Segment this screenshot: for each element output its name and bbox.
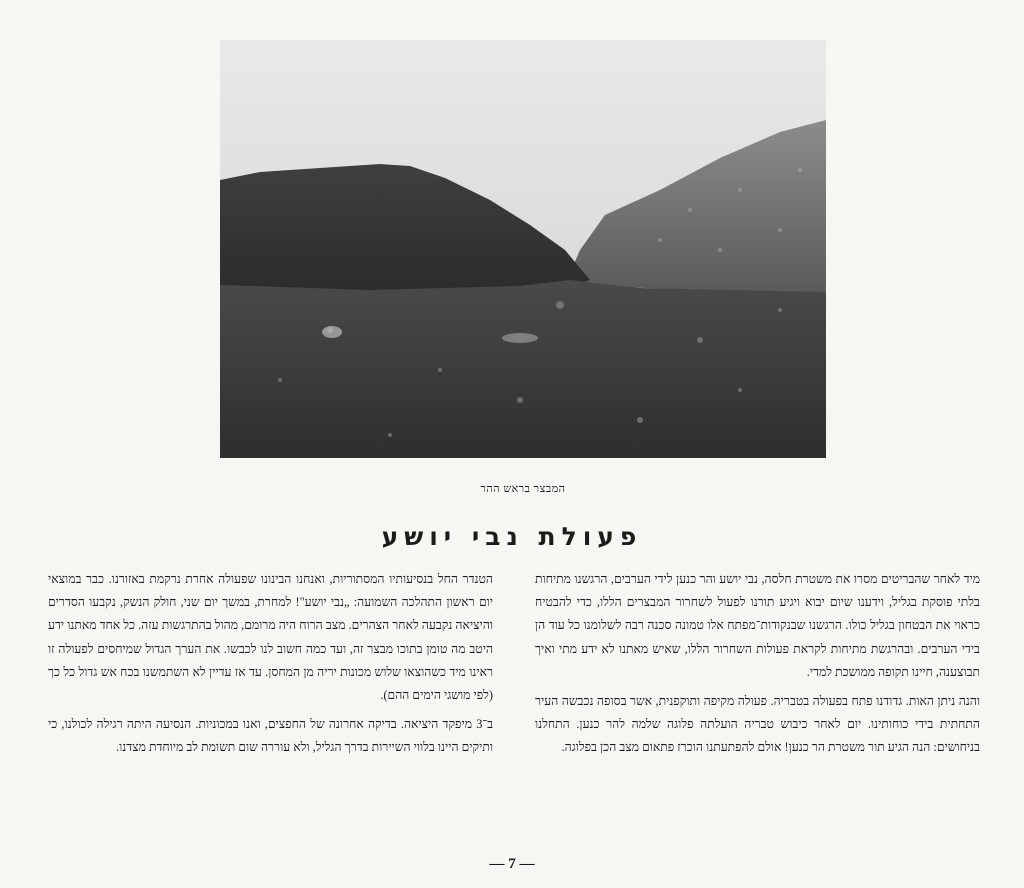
article-column-left [48,568,493,760]
paragraph: הטנדר החל בנסיעותיו המסתוריות, ואנחנו הבינונו שפעולה אחרת נרקמת באזורנו. כבר במוצאי יום ראשון התהלכה השמועה: „נבי יושע"! למחרת, במשך יום שני, חולק הנשק, נקבעו הסדרים והיציאה נקבעה לאחר הצהרים. מצב הרוח היה מרומם, מהול בהתרגשות עזה. כל אחד מאתנו ידע היטב מה טומן בתוכו מבצר זה, ועד כמה חשוב לנו לכבשו. את הערך הגדול שמיחסים לפעולה זו ראינו מיד כשהוצאו שלוש מכונות יריה מן המחסן. עד אז עדיין לא השתמשנו בכח אש גדול כל כך (לפי מושגי הימים ההם). [48,572,493,703]
page-number: — 7 — [489,856,535,872]
article-column-right [535,568,980,760]
photo-caption: המבצר בראש ההר [480,483,566,495]
landscape-photo [220,40,826,458]
article-title: פעולת נבי יושע [381,522,643,551]
paragraph: ב־3 מיפקד היציאה. בדיקה אחרונה של החפצים, ואנו במכוניות. הנסיעה היתה רגילה לכולנו, כי ותיקים היינו בלווי השיירות בדרך הגליל, ולא עוררה שום תשומת לב מיוחדת מצדנו. [48,717,493,755]
paragraph: מיד לאחר שהבריטים מסרו את משטרת חלסה, נבי יושע והר כנען לידי הערבים, הרגשנו מתיחות בלתי פוסקת בגליל, וידענו שיום יבוא ויגיע תורנו לפעול לשחרור המבצרים הללו, כדי להבטיח כראוי את הבטחון בגליל כולו. הרגשנו שבנקודות־מפתח אלו טמונה סכנה רבה לשלומנו כל עוד הן בידי הערבים. ובהרגשת מתיחות לקראת פעולות השחרור הללו, שאיש מאתנו לא ידע מתי ואיך תבוצענה, חיינו תקופה ממושכת למדי. [535,572,980,679]
paragraph: והנה ניתן האות. גדודנו פתח בפעולה בטבריה. פעולה מקיפה ותוקפנית, אשר בסופה נכבשה העיר התחתית בידי כוחותינו. יום לאחר כיבוש טבריה הועלתה פלוגה שלמה להר כנען. התחלנו בניחושים: הנה הגיע תור משטרת הר כנען! אולם להפתעתנו הוכרז פתאום מצב הכן בפלוגה. [535,694,980,755]
